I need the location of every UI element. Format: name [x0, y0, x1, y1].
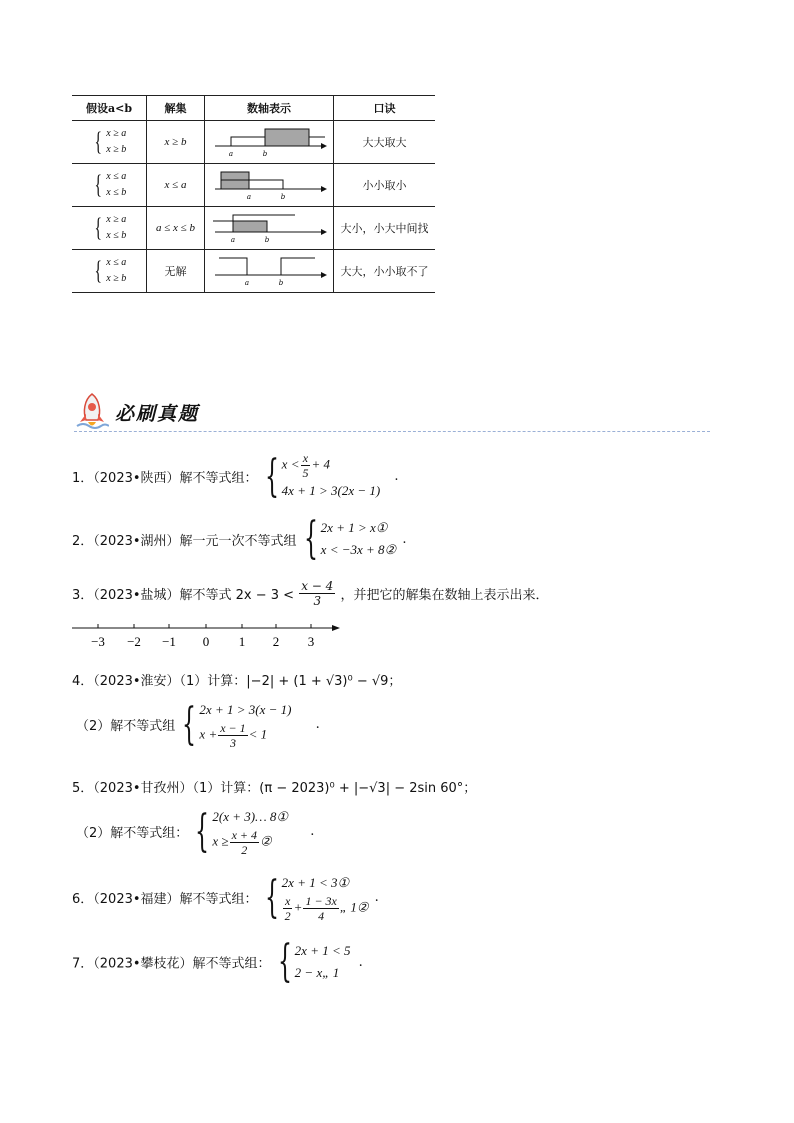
system-cell: { x ≥ a x ≤ b: [72, 207, 147, 250]
svg-text:b: b: [280, 193, 286, 201]
question-7: 7．（2023•攀枝花）解不等式组： { 2x + 1 < 5 2 − x„ 1 .: [72, 936, 363, 987]
table-row: [72, 207, 435, 250]
svg-text:−3: −3: [91, 634, 105, 649]
inequality-system: { 2x + 1 > 3(x − 1) x + $\frac{x - 1}{3}$ < 1: [182, 698, 292, 750]
svg-text:1: 1: [238, 634, 246, 649]
number-line-diagram: [205, 250, 333, 289]
svg-text:a: a: [230, 236, 236, 244]
svg-text:2: 2: [272, 634, 280, 649]
svg-text:a: a: [246, 193, 252, 201]
header-solution: 解集: [147, 96, 205, 121]
header-assume: 假设a<b: [72, 96, 147, 121]
svg-text:b: b: [264, 236, 270, 244]
inequality-system: { 2x + 1 < 5 2 − x„ 1: [277, 936, 351, 987]
inequality-system: { x < $\frac{x}{5}$ + 4 4x + 1 > 3(2x − 1): [264, 450, 381, 502]
question-1: 1．（2023•陕西）解不等式组： { x < $\frac{x}{5}$ + 4 4x + 1 > 3(2x − 1) .: [72, 450, 399, 502]
inequality-summary-table: [72, 95, 435, 293]
table-header-row: [72, 96, 435, 121]
inequality-system: { 2x + 1 > x① x < −3x + 8②: [303, 513, 397, 564]
header-rule: 口诀: [334, 96, 436, 121]
rule-cell: 大大取大: [334, 121, 436, 164]
table-row: [72, 250, 435, 293]
rule-cell: 小小取小: [334, 164, 436, 207]
header-number-line: 数轴表示: [205, 96, 334, 121]
svg-text:−1: −1: [162, 634, 176, 649]
question-3: 3．（2023•盐城）解不等式 2x − 3 < $\frac{x - 4}{3}$ ，并把它的解集在数轴上表示出来．: [72, 579, 549, 608]
question-4-part-2: （2）解不等式组 { 2x + 1 > 3(x − 1) x + $\frac{x - 1}{3}$ < 1 .: [76, 698, 320, 750]
question-5: 5．（2023•甘孜州）（1）计算：(π − 2023)⁰ + |−√3| − 2sin 60°；: [72, 781, 477, 796]
inequality-system: { 2x + 1 < 3① $\frac{x}{2}$ + $\frac{1 - 3x}{4}$ „ 1②: [264, 871, 369, 923]
solution-cell: 无解: [147, 250, 205, 293]
svg-text:0: 0: [202, 634, 210, 649]
table-row: [72, 121, 435, 164]
number-line-cell: [205, 121, 334, 164]
question-6: 6．（2023•福建）解不等式组： { 2x + 1 < 3① $\frac{x}{2}$ + $\frac{1 - 3x}{4}$ „ 1② .: [72, 871, 379, 923]
number-line: [70, 620, 346, 650]
rule-cell: 大大，小小取不了: [334, 250, 436, 293]
system-cell: { x ≤ a x ≤ b: [72, 164, 147, 207]
number-line-cell: [205, 250, 334, 293]
system-cell: { x ≤ a x ≥ b: [72, 250, 147, 293]
rule-cell: 大小，小大中间找: [334, 207, 436, 250]
number-line-diagram: [205, 207, 333, 246]
question-4: 4．（2023•淮安）（1）计算：|−2| + (1 + √3)⁰ − √9；: [72, 674, 402, 689]
svg-text:3: 3: [307, 634, 315, 649]
question-5-part-2: （2）解不等式组： { 2(x + 3)… 8① x ≥ $\frac{x + 4}{2}$ ② .: [76, 805, 315, 857]
number-line-diagram: [205, 121, 333, 160]
solution-cell: x ≥ b: [147, 121, 205, 164]
inequality-system: { 2(x + 3)… 8① x ≥ $\frac{x + 4}{2}$ ②: [195, 805, 289, 857]
svg-text:a: a: [244, 279, 250, 287]
section-divider: [74, 431, 710, 432]
question-2: 2．（2023•湖州）解一元一次不等式组 { 2x + 1 > x① x < −3x + 8② .: [72, 513, 407, 564]
svg-text:b: b: [278, 279, 284, 287]
solution-cell: x ≤ a: [147, 164, 205, 207]
system-cell: { x ≥ a x ≥ b: [72, 121, 147, 164]
number-line-cell: [205, 207, 334, 250]
rocket-icon: [75, 392, 109, 430]
svg-text:a: a: [228, 150, 234, 158]
svg-text:−2: −2: [127, 634, 141, 649]
svg-text:b: b: [262, 150, 268, 158]
solution-cell: a ≤ x ≤ b: [147, 207, 205, 250]
number-line-cell: [205, 164, 334, 207]
section-title: 必刷真题: [115, 403, 200, 425]
number-line-diagram: [205, 164, 333, 203]
table-row: [72, 164, 435, 207]
